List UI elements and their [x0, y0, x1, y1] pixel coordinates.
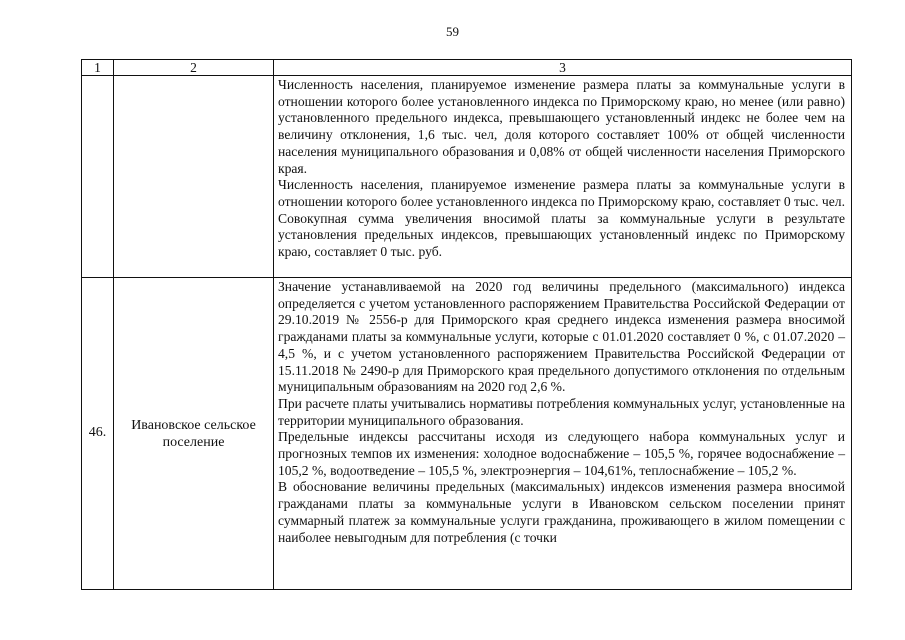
- table-row: [82, 76, 852, 278]
- header-col-1: 1: [82, 60, 114, 76]
- row-number-cell: [82, 76, 114, 278]
- description-paragraph: Значение устанавливаемой на 2020 год величины предельного (максимального) индекса определяется с учетом установленного распоряжением Правительства Российской Федерации от 29.10.2019 № 2556-р для Приморского края среднего индекса изменения размера вносимой гражданами платы за коммунальные услуги, которые с 01.01.2020 составляет 0 %, с 01.07.2020 – 4,5 %, и с учетом установленного распоряжением Правительства Российской Федерации от 15.11.2018 № 2490-р для Приморского края предельного допустимого отклонения по отдельным муниципальным образованиям на 2020 год 2,6 %.: [278, 279, 845, 395]
- description-paragraph: Численность населения, планируемое изменение размера платы за коммунальные услуги в отношении которого более установленного индекса по Приморскому краю, но менее (или равно) установленного предельного индекса, превышающего установленный индекс не более чем на величину отклонения, 1,6 тыс. чел, доля которого составляет 100% от общей численности населения муниципального образования и 0,08% от общей численности населения Приморского края.: [278, 77, 845, 176]
- description-paragraph: Предельные индексы рассчитаны исходя из следующего набора коммунальных услуг и прогнозных темпов их изменения: холодное водоснабжение – 105,5 %, горячее водоснабжение – 105,2 %, водоотведение – 105,5 %, электроэнергия – 104,61%, теплоснабжение – 105,2 %.: [278, 429, 845, 478]
- description-paragraph: В обоснование величины предельных (максимальных) индексов изменения размера вносимой гражданами платы за коммунальные услуги в Ивановском сельском поселении принят суммарный платеж за коммунальные услуги гражданина, проживающего в жилом помещении с наиболее невыгодным для потребления (с точки: [278, 479, 845, 545]
- description-cell: [274, 76, 852, 278]
- table-header-row: [82, 60, 852, 76]
- page-number: 59: [446, 24, 459, 39]
- table-row: [82, 278, 852, 590]
- description-paragraph: Численность населения, планируемое изменение размера платы за коммунальные услуги в отношении которого более установленного индекса по Приморскому краю, составляет 0 тыс. чел. Совокупная сумма увеличения вносимой платы за коммунальные услуги в результате установления предельных индексов, превышающих установленный индекс по Приморскому краю, составляет 0 тыс. руб.: [278, 177, 845, 260]
- description-cell: [274, 278, 852, 590]
- header-col-3: 3: [274, 60, 852, 76]
- header-col-2: 2: [114, 60, 274, 76]
- municipality-name-cell: [114, 76, 274, 278]
- row-number-cell: 46.: [82, 278, 114, 590]
- document-table: [81, 59, 852, 590]
- description-paragraph: При расчете платы учитывались нормативы потребления коммунальных услуг, установленные на территории муниципального образования.: [278, 395, 845, 428]
- municipality-name-cell: Ивановское сельское поселение: [114, 278, 274, 590]
